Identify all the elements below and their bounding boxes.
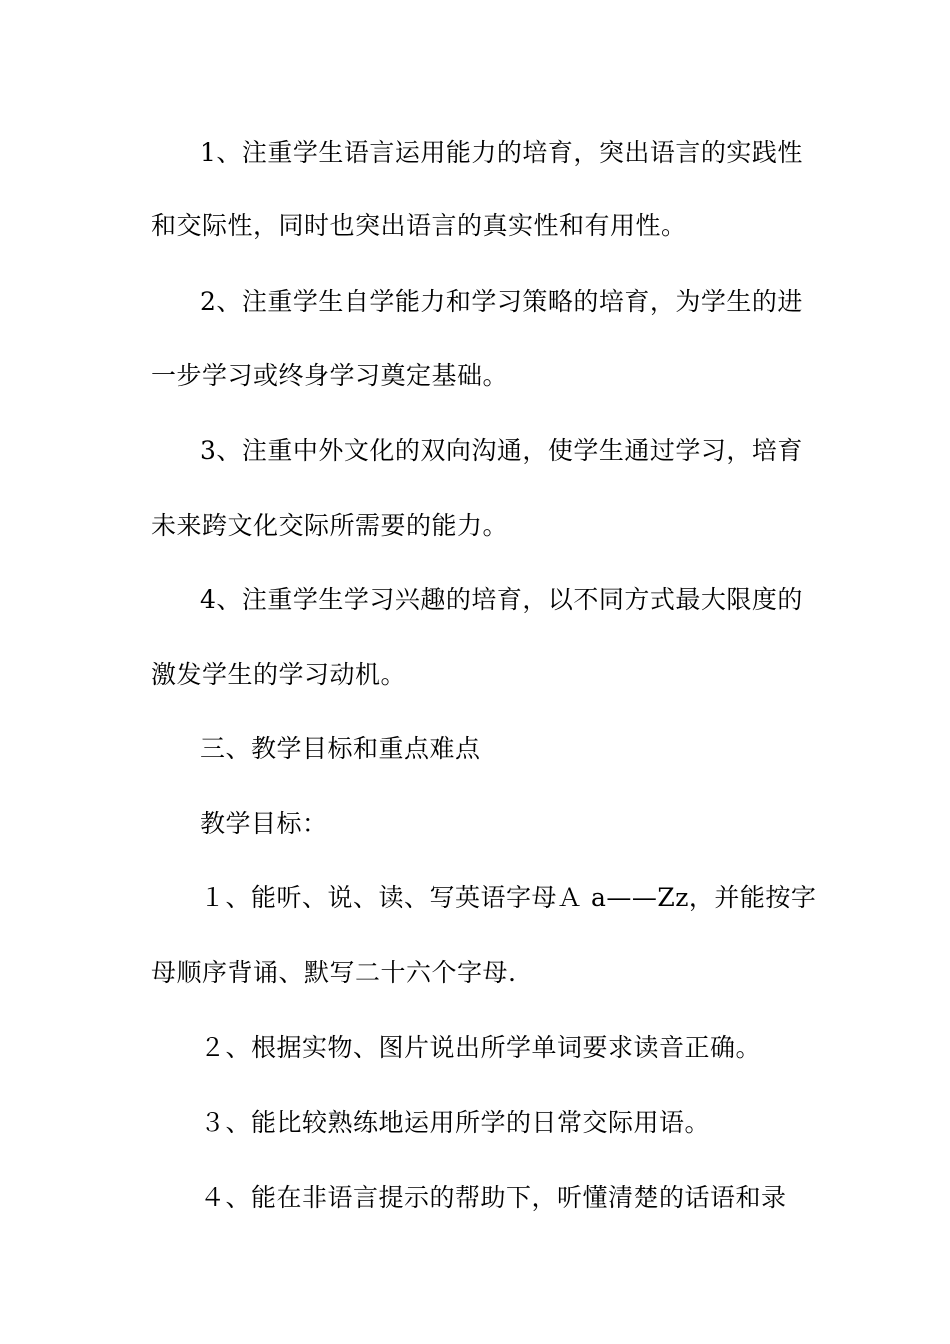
goal-3: ３、能比较熟练地运用所学的日常交际用语。 (200, 1108, 711, 1137)
paragraph-1-line-2: 和交际性，同时也突出语言的真实性和有用性。 (151, 211, 687, 240)
goal-1-line-2: 母顺序背诵、默写二十六个字母. (151, 958, 517, 987)
goal-2: ２、根据实物、图片说出所学单词要求读音正确。 (200, 1033, 762, 1062)
paragraph-3-line-2: 未来跨文化交际所需要的能力。 (151, 511, 509, 540)
goal-4: ４、能在非语言提示的帮助下，听懂清楚的话语和录 (200, 1183, 787, 1212)
paragraph-4-line-2: 激发学生的学习动机。 (151, 660, 407, 689)
section-heading: 三、教学目标和重点难点 (200, 734, 481, 763)
paragraph-2-line-2: 一步学习或终身学习奠定基础。 (151, 361, 509, 390)
subheading-teaching-goals: 教学目标： (200, 809, 328, 838)
paragraph-1-line-1: 1、注重学生语言运用能力的培育，突出语言的实践性 (200, 138, 803, 167)
paragraph-2-line-1: 2、注重学生自学能力和学习策略的培育，为学生的进 (200, 287, 803, 316)
paragraph-3-line-1: 3、注重中外文化的双向沟通，使学生通过学习，培育 (200, 436, 803, 465)
paragraph-4-line-1: 4、注重学生学习兴趣的培育，以不同方式最大限度的 (200, 585, 803, 614)
goal-1-line-1: １、能听、说、读、写英语字母Ａ a——Zz，并能按字 (200, 883, 817, 912)
